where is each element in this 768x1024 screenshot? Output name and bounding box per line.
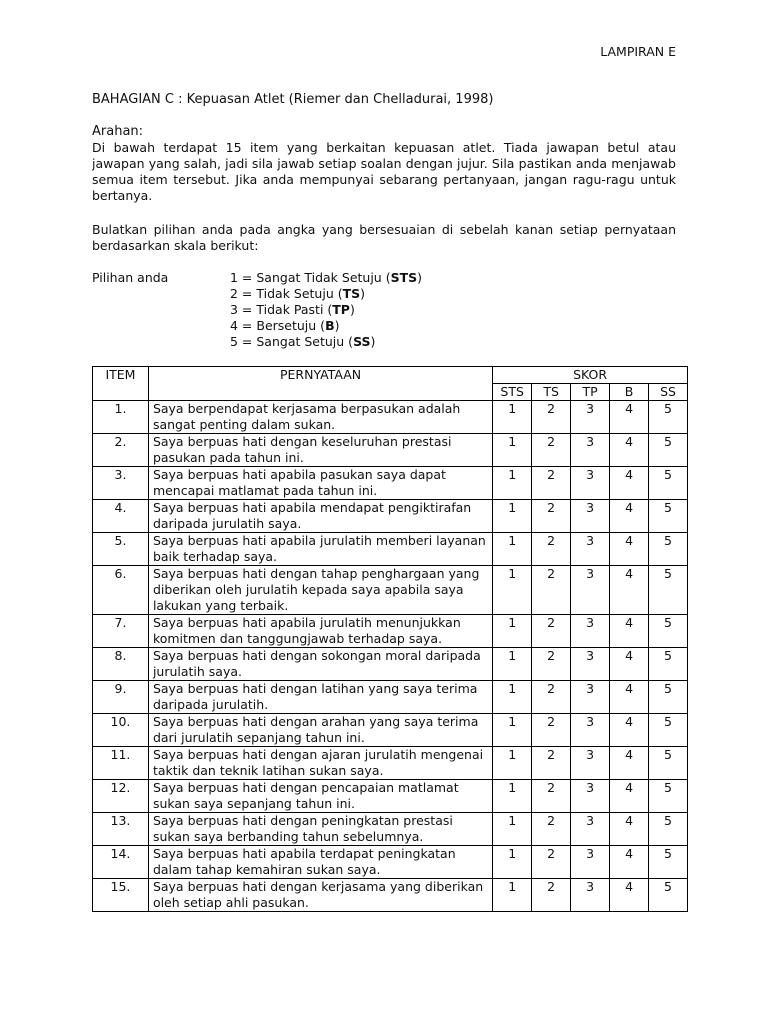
appendix-label: LAMPIRAN E [600, 44, 676, 59]
item-statement: Saya berpuas hati dengan tahap penghargaan yang diberikan oleh jurulatih kepada saya apabila saya lakukan yang terbaik. [148, 566, 492, 615]
score-option[interactable]: 3 [571, 780, 610, 813]
score-option[interactable]: 4 [610, 500, 649, 533]
item-statement: Saya berpuas hati dengan peningkatan prestasi sukan saya berbanding tahun sebelumnya. [148, 813, 492, 846]
score-option[interactable]: 2 [532, 648, 571, 681]
score-option[interactable]: 2 [532, 533, 571, 566]
col-header-statement: PERNYATAAN [148, 367, 492, 401]
score-option[interactable]: 3 [571, 401, 610, 434]
score-option[interactable]: 5 [649, 813, 688, 846]
item-statement: Saya berpuas hati apabila mendapat pengiktirafan daripada jurulatih saya. [148, 500, 492, 533]
scale-item [230, 318, 422, 334]
item-statement: Saya berpuas hati dengan keseluruhan prestasi pasukan pada tahun ini. [148, 434, 492, 467]
score-option[interactable]: 5 [649, 401, 688, 434]
section-title: BAHAGIAN C : Kepuasan Atlet (Riemer dan Chelladurai, 1998) [92, 92, 494, 107]
score-option[interactable]: 5 [649, 434, 688, 467]
score-option[interactable]: 3 [571, 879, 610, 912]
item-statement: Saya berpuas hati apabila pasukan saya dapat mencapai matlamat pada tahun ini. [148, 467, 492, 500]
score-option[interactable]: 5 [649, 467, 688, 500]
item-number: 13. [93, 813, 149, 846]
score-option[interactable]: 4 [610, 648, 649, 681]
item-number: 2. [93, 434, 149, 467]
item-number: 7. [93, 615, 149, 648]
scale-item-text: 4 = Bersetuju ( [230, 318, 326, 333]
score-option[interactable]: 3 [571, 566, 610, 615]
item-number: 15. [93, 879, 149, 912]
score-option[interactable]: 2 [532, 434, 571, 467]
score-option[interactable]: 3 [571, 813, 610, 846]
score-col-header: TS [532, 384, 571, 401]
scale-item-suffix: ) [349, 302, 355, 317]
table-row [93, 615, 688, 648]
scale-item-text: 1 = Sangat Tidak Setuju ( [230, 270, 391, 285]
scale-item-code: STS [390, 270, 418, 285]
score-option[interactable]: 3 [571, 747, 610, 780]
scale-label: Pilihan anda [92, 270, 169, 285]
score-option[interactable]: 1 [493, 747, 532, 780]
scale-item [230, 302, 422, 318]
score-option[interactable]: 3 [571, 467, 610, 500]
item-number: 11. [93, 747, 149, 780]
table-row [93, 846, 688, 879]
item-statement: Saya berpuas hati apabila jurulatih memberi layanan baik terhadap saya. [148, 533, 492, 566]
score-option[interactable]: 3 [571, 500, 610, 533]
table-row [93, 533, 688, 566]
score-option[interactable]: 2 [532, 467, 571, 500]
score-option[interactable]: 3 [571, 615, 610, 648]
score-option[interactable]: 5 [649, 879, 688, 912]
score-option[interactable]: 1 [493, 615, 532, 648]
item-number: 10. [93, 714, 149, 747]
score-option[interactable]: 5 [649, 615, 688, 648]
scale-list [230, 270, 422, 350]
table-row [93, 681, 688, 714]
col-header-item: ITEM [93, 367, 149, 401]
score-option[interactable]: 4 [610, 813, 649, 846]
table-row [93, 879, 688, 912]
table-row [93, 401, 688, 434]
score-option[interactable]: 4 [610, 401, 649, 434]
score-option[interactable]: 2 [532, 401, 571, 434]
item-number: 3. [93, 467, 149, 500]
score-option[interactable]: 1 [493, 434, 532, 467]
score-option[interactable]: 1 [493, 401, 532, 434]
score-col-header: STS [493, 384, 532, 401]
item-statement: Saya berpendapat kerjasama berpasukan adalah sangat penting dalam sukan. [148, 401, 492, 434]
score-option[interactable]: 1 [493, 846, 532, 879]
scale-item-text: 2 = Tidak Setuju ( [230, 286, 343, 301]
score-option[interactable]: 2 [532, 780, 571, 813]
score-option[interactable]: 3 [571, 681, 610, 714]
score-option[interactable]: 1 [493, 780, 532, 813]
item-number: 9. [93, 681, 149, 714]
item-statement: Saya berpuas hati dengan ajaran jurulatih mengenai taktik dan teknik latihan sukan saya. [148, 747, 492, 780]
score-option[interactable]: 4 [610, 434, 649, 467]
scale-item-code: TS [342, 286, 361, 301]
score-option[interactable]: 2 [532, 681, 571, 714]
score-option[interactable]: 1 [493, 467, 532, 500]
item-number: 6. [93, 566, 149, 615]
score-option[interactable]: 4 [610, 714, 649, 747]
scale-item-code: B [325, 318, 335, 333]
score-option[interactable]: 1 [493, 533, 532, 566]
score-option[interactable]: 2 [532, 615, 571, 648]
score-option[interactable]: 5 [649, 714, 688, 747]
item-statement: Saya berpuas hati dengan pencapaian matlamat sukan saya sepanjang tahun ini. [148, 780, 492, 813]
table-row [93, 467, 688, 500]
item-statement: Saya berpuas hati dengan kerjasama yang diberikan oleh setiap ahli pasukan. [148, 879, 492, 912]
score-option[interactable]: 5 [649, 780, 688, 813]
table-row [93, 566, 688, 615]
item-number: 5. [93, 533, 149, 566]
score-option[interactable]: 3 [571, 533, 610, 566]
table-row [93, 747, 688, 780]
item-number: 4. [93, 500, 149, 533]
item-number: 8. [93, 648, 149, 681]
item-statement: Saya berpuas hati apabila jurulatih menunjukkan komitmen dan tanggungjawab terhadap saya. [148, 615, 492, 648]
score-option[interactable]: 2 [532, 566, 571, 615]
scale-item-code: SS [353, 334, 371, 349]
scale-item-text: 5 = Sangat Setuju ( [230, 334, 354, 349]
table-row [93, 813, 688, 846]
item-number: 12. [93, 780, 149, 813]
score-option[interactable]: 1 [493, 714, 532, 747]
score-option[interactable]: 5 [649, 648, 688, 681]
item-number: 1. [93, 401, 149, 434]
score-option[interactable]: 3 [571, 846, 610, 879]
score-option[interactable]: 5 [649, 681, 688, 714]
score-option[interactable]: 5 [649, 747, 688, 780]
instructions-heading: Arahan: [92, 124, 144, 139]
scale-item [230, 334, 422, 350]
score-option[interactable]: 3 [571, 714, 610, 747]
scale-item-suffix: ) [417, 270, 423, 285]
score-option[interactable]: 2 [532, 714, 571, 747]
item-statement: Saya berpuas hati dengan latihan yang saya terima daripada jurulatih. [148, 681, 492, 714]
scale-item [230, 270, 422, 286]
table-row [93, 648, 688, 681]
scale-item-suffix: ) [370, 334, 376, 349]
item-statement: Saya berpuas hati dengan arahan yang saya terima dari jurulatih sepanjang tahun ini. [148, 714, 492, 747]
score-option[interactable]: 4 [610, 780, 649, 813]
table-row [93, 434, 688, 467]
instructions-paragraph-2: Bulatkan pilihan anda pada angka yang bersesuaian di sebelah kanan setiap pernyataan berdasarkan skala berikut: [92, 222, 676, 253]
item-number: 14. [93, 846, 149, 879]
score-option[interactable]: 4 [610, 747, 649, 780]
score-option[interactable]: 1 [493, 648, 532, 681]
scale-item-code: TP [332, 302, 350, 317]
score-option[interactable]: 4 [610, 566, 649, 615]
survey-table [92, 366, 688, 912]
score-option[interactable]: 4 [610, 467, 649, 500]
score-option[interactable]: 5 [649, 533, 688, 566]
table-row [93, 714, 688, 747]
score-option[interactable]: 3 [571, 648, 610, 681]
score-option[interactable]: 4 [610, 879, 649, 912]
scale-item-suffix: ) [334, 318, 340, 333]
score-option[interactable]: 5 [649, 846, 688, 879]
score-option[interactable]: 5 [649, 566, 688, 615]
score-option[interactable]: 3 [571, 434, 610, 467]
score-option[interactable]: 1 [493, 566, 532, 615]
instructions-paragraph-1: Di bawah terdapat 15 item yang berkaitan kepuasan atlet. Tiada jawapan betul atau jawapan yang salah, jadi sila jawab setiap soalan dengan jujur. Sila pastikan anda menjawab semua item tersebut. Jika anda mempunyai sebarang pertanyaan, jangan ragu-ragu untuk bertanya. [92, 140, 676, 203]
score-option[interactable]: 5 [649, 500, 688, 533]
scale-item-suffix: ) [360, 286, 366, 301]
score-option[interactable]: 2 [532, 747, 571, 780]
score-option[interactable]: 2 [532, 500, 571, 533]
score-option[interactable]: 4 [610, 533, 649, 566]
score-col-header: B [610, 384, 649, 401]
scale-item [230, 286, 422, 302]
score-option[interactable]: 4 [610, 681, 649, 714]
score-option[interactable]: 1 [493, 681, 532, 714]
score-option[interactable]: 4 [610, 846, 649, 879]
table-row [93, 500, 688, 533]
col-header-score: SKOR [493, 367, 688, 384]
score-option[interactable]: 1 [493, 813, 532, 846]
score-option[interactable]: 1 [493, 879, 532, 912]
table-row [93, 780, 688, 813]
item-statement: Saya berpuas hati apabila terdapat peningkatan dalam tahap kemahiran sukan saya. [148, 846, 492, 879]
score-option[interactable]: 1 [493, 500, 532, 533]
score-col-header: TP [571, 384, 610, 401]
score-option[interactable]: 2 [532, 813, 571, 846]
score-option[interactable]: 4 [610, 615, 649, 648]
score-option[interactable]: 2 [532, 879, 571, 912]
score-col-header: SS [649, 384, 688, 401]
scale-item-text: 3 = Tidak Pasti ( [230, 302, 333, 317]
item-statement: Saya berpuas hati dengan sokongan moral daripada jurulatih saya. [148, 648, 492, 681]
score-option[interactable]: 2 [532, 846, 571, 879]
